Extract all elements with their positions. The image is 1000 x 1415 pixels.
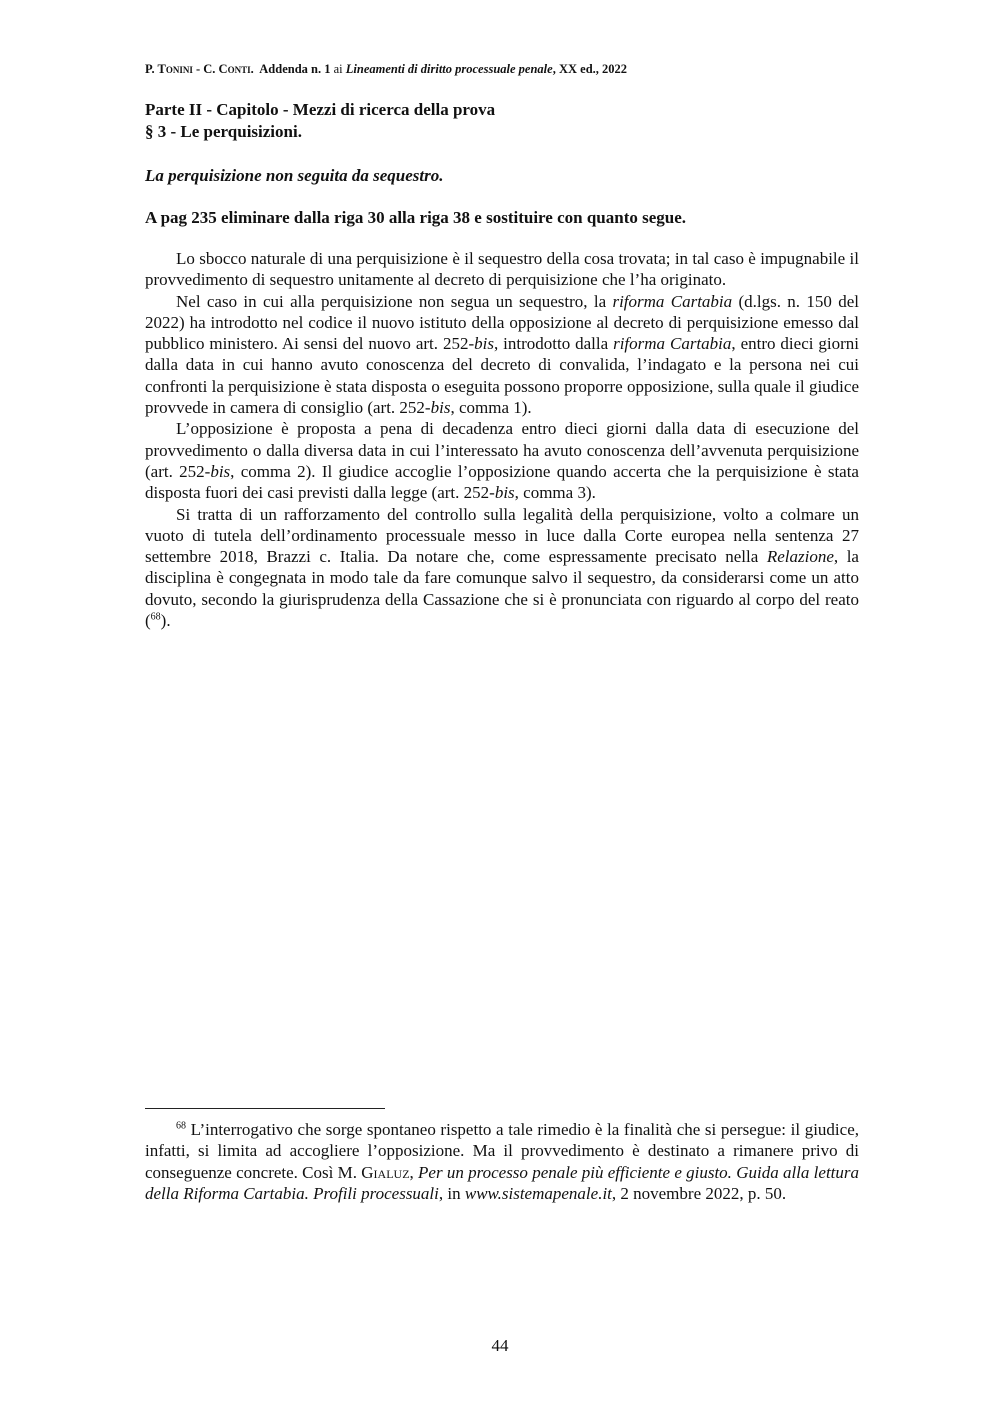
footnote-reference[interactable]: 68: [150, 611, 161, 623]
header-book-title: Lineamenti di diritto processuale penale: [345, 62, 553, 76]
footnote-website: www.sistemapenale.it: [464, 1183, 612, 1203]
header-authors: P. Tonini - C. Conti.: [145, 62, 254, 76]
page-number: 44: [491, 1336, 509, 1355]
section-heading: § 3 - Le perquisizioni.: [145, 122, 302, 141]
footnote-number: 68: [176, 1120, 186, 1132]
topic-heading: La perquisizione non seguita da sequestro.: [145, 166, 444, 185]
body-text: [145, 248, 859, 631]
part-heading: Parte II - Capitolo - Mezzi di ricerca della prova: [145, 100, 496, 119]
footnote-separator: [145, 1108, 385, 1109]
paragraph-2: Nel caso in cui alla perquisizione non segua un sequestro, la riforma Cartabia (d.lgs. n. 150 del 2022) ha introdotto nel codice il nuovo istituto della opposizione al decreto di perquisizione emesso dal pubblico ministero. Ai sensi del nuovo art. 252-bis, introdotto dalla riforma Cartabia, entro dieci giorni dalla data in cui hanno avuto conoscenza del decreto di convalida, l’indagato e la persona nei cui confronti la perquisizione è stata disposta o eseguita possono proporre opposizione, sulla quale il giudice provvede in camera di consiglio (art. 252-bis, comma 1).: [145, 291, 859, 418]
header-ai: ai: [333, 62, 343, 76]
instruction-heading: A pag 235 eliminare dalla riga 30 alla riga 38 e sostituire con quanto segue.: [145, 208, 687, 227]
footnote-68: $^{68}$ L’interrogativo che sorge spontaneo rispetto a tale rimedio è la finalità che si persegue: il giudice, infatti, si limita ad accogliere l’opposizione. Ma il provvedimento è destinato a rimanere privo di conseguenze concrete. Così M. Gialuz, Per un processo penale più efficiente e giusto. Guida alla lettura della Riforma Cartabia. Profili processuali, in www.sistemapenale.it, 2 novembre 2022, p. 50.: [145, 1120, 860, 1203]
footnote-author: Gialuz: [361, 1162, 410, 1182]
paragraph-1: Lo sbocco naturale di una perquisizione è il sequestro della cosa trovata; in tal caso è impugnabile il provvedimento di sequestro unitamente al decreto di perquisizione che l’ha originato.: [145, 249, 859, 290]
header-addenda: Addenda n. 1: [259, 62, 331, 76]
paragraph-3: L’opposizione è proposta a pena di decadenza entro dieci giorni dalla data di esecuzione del provvedimento o dalla diversa data in cui l’interessato ha avuto conoscenza dell’avvenuta perquisizione (art. 252-bis, comma 2). Il giudice accoglie l’opposizione quando accerta che la perquisizione è stata disposta fuori dei casi previsti dalla legge (art. 252-bis, comma 3).: [145, 419, 859, 503]
paragraph-4: Si tratta di un rafforzamento del controllo sulla legalità della perquisizione, volto a colmare un vuoto di tutela dell’ordinamento processuale messo in luce dalla Corte europea nella sentenza 27 settembre 2018, Brazzi c. Italia. Da notare che, come espressamente precisato nella Relazione, la disciplina è congegnata in modo tale da fare comunque salvo il sequestro, da considerarsi come un atto dovuto, secondo la giurisprudenza della Cassazione che si è pronunciata con riguardo al corpo del reato ($^{68}$).: [145, 504, 859, 631]
running-header: [145, 62, 865, 77]
header-edition: , XX ed., 2022: [552, 62, 628, 76]
footnote-title: Per un processo penale più efficiente e giusto. Guida alla lettura della Riforma Cartabia. Profili processuali: [145, 1162, 860, 1203]
